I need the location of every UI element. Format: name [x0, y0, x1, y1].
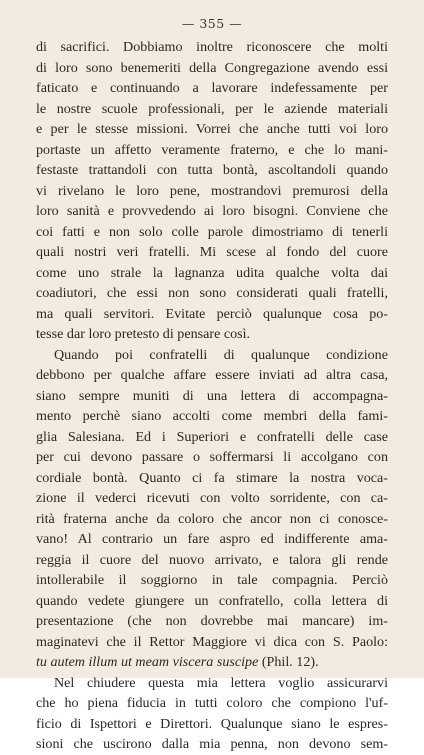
text-line: di loro sono benemeriti della Congregazione avendo essi — [36, 59, 388, 76]
text-line: Nel chiudere questa mia lettera voglio assicurarvi — [54, 674, 388, 691]
text-line: per cui devono passare o soffermarsi li accolgano con — [36, 449, 388, 465]
text-line: quali nostri veri fratelli. Mi scese al fondo del cuore — [36, 244, 388, 260]
text-line: ficio di Ispettori e Direttori. Qualunque siano le espres- — [36, 715, 388, 732]
text-line: rità fraterna anche da coloro che ancor non ci conosce- — [36, 510, 388, 527]
text-line: siano sempre muniti di una lettera di accompagna- — [36, 387, 388, 404]
text-line: cordiale bontà. Quanto ci fa stimare la nostra voca- — [36, 469, 388, 486]
text-line: di sacrifici. Dobbiamo inoltre riconoscere che molti — [36, 39, 388, 55]
text-line — [36, 652, 388, 673]
text-line: vano! Al contrario un fare aspro ed indifferente ama- — [36, 531, 388, 547]
text-line: loro sanità e provvedendo ai loro bisogni. Conviene che — [36, 203, 388, 219]
text-line: tesse dar loro pretesto di pensare così. — [36, 326, 251, 342]
text-line: e per le stesse missioni. Vorrei che anche tutti voi loro — [36, 121, 388, 137]
text-line: intollerabile il soggiorno in tale compagnia. Perciò — [36, 572, 388, 588]
latin-quote: tu autem illum ut meam viscera suscipe — [36, 654, 259, 670]
text-line: coi fatti e non solo colle parole dimostriamo di tenerli — [36, 223, 388, 240]
text-line: reggia il cuore del nuovo arrivato, e talora gli rende — [36, 551, 388, 568]
text-line: che ho piena fiducia in tutti coloro che compiono l'uf- — [36, 695, 388, 711]
text-line: coadiutori, che essi non sono considerati quali fratelli, — [36, 285, 388, 301]
text-line: maginatevi che il Rettor Maggiore vi dica con S. Paolo: — [36, 633, 388, 650]
text-line: le nostre scuole professionali, per le aziende materiali — [36, 100, 388, 117]
text-line: festaste trattandoli con tutta bontà, ascoltandoli quando — [36, 162, 388, 178]
text-line: vi rivelano le loro pene, mostrandovi premurosi della — [36, 182, 388, 199]
text-line: ma quali servitori. Evitate perciò qualunque cosa po- — [36, 305, 388, 322]
page-number: — 355 — — [181, 16, 243, 31]
body-text — [36, 37, 388, 755]
text-line: faticato e continuando a lavorare indefessamente per — [36, 80, 388, 96]
text-line: mento perchè siano accolti come membri della fami- — [36, 408, 388, 424]
text-line: Quando poi confratelli di qualunque condizione — [54, 346, 388, 363]
text-line: presentazione (che non dovrebbe mai mancare) im- — [36, 613, 388, 629]
text-line: zione il vederci ricevuti con volto sorridente, con ca- — [36, 490, 388, 506]
text-line: glia Salesiana. Ed i Superiori e confratelli delle case — [36, 428, 388, 445]
text-line: debbono per qualche affare essere inviati ad altra casa, — [36, 367, 388, 383]
text-line: portaste un affetto veramente fraterno, e che lo mani- — [36, 141, 388, 158]
text-line: come uno strale la lagnanza udita qualche volta dai — [36, 264, 388, 281]
text-line: sioni che uscirono dalla mia penna, non devono sem- — [36, 736, 388, 752]
text-line: quando vedete giungere un confratello, colla lettera di — [36, 592, 388, 609]
citation: (Phil. 12). — [258, 654, 319, 670]
